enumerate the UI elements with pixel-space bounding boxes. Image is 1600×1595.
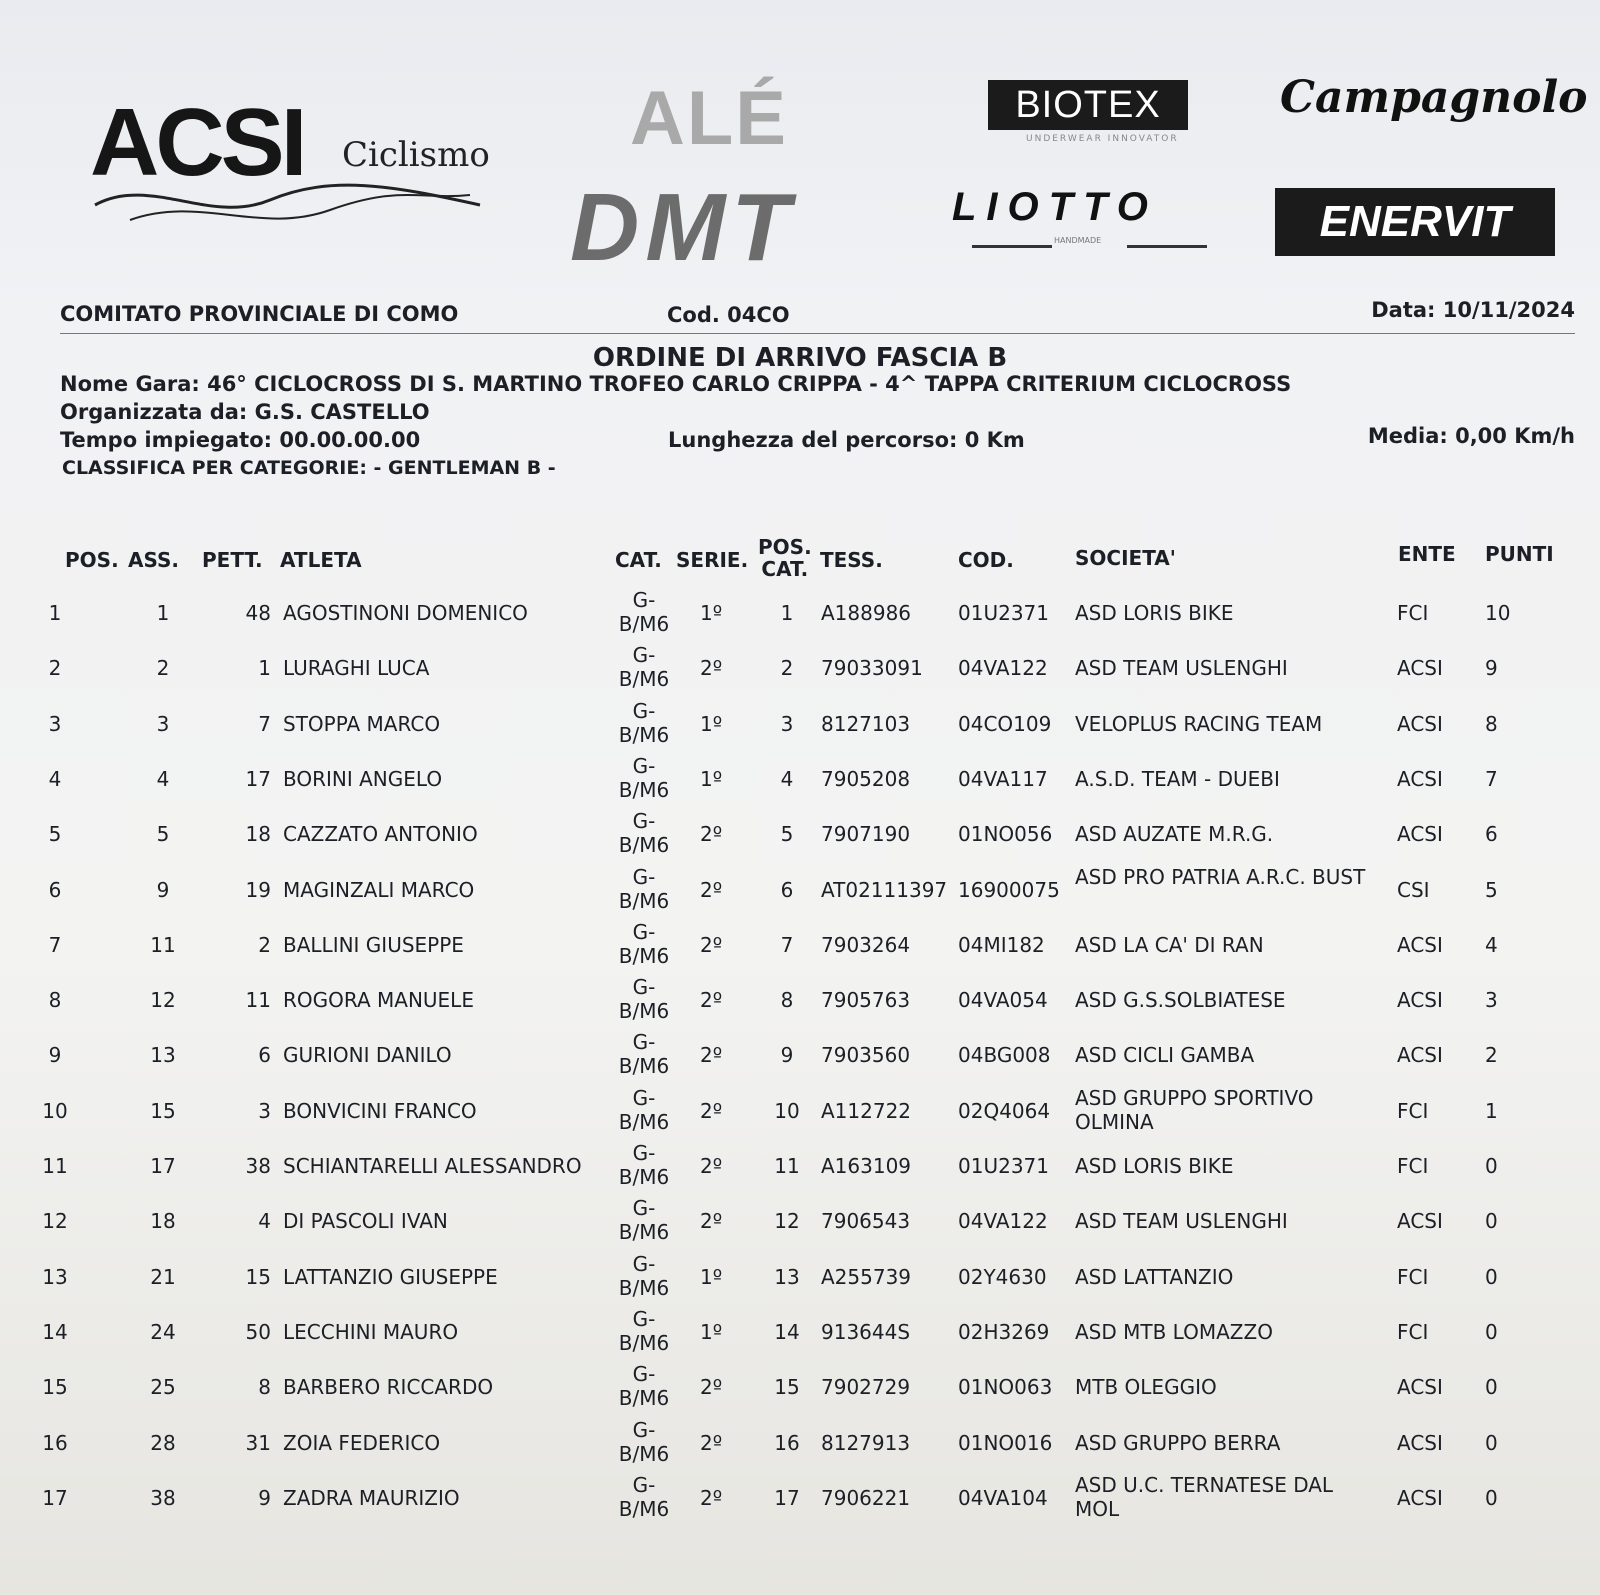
- average-speed: Media: 0,00 Km/h: [1367, 424, 1575, 448]
- cell-cat: [614, 975, 674, 1023]
- cell-pos: 15: [42, 1375, 68, 1399]
- cell-atleta: ZOIA FEDERICO: [283, 1431, 441, 1455]
- cell-cod: 04BG008: [958, 1043, 1051, 1067]
- table-row: [0, 1193, 1600, 1248]
- cell-punti: 1: [1485, 1099, 1498, 1123]
- cell-cod: 02H3269: [958, 1320, 1050, 1344]
- cell-cat-line1: G-: [632, 643, 656, 667]
- cell-cat-line1: G-: [632, 975, 656, 999]
- dmt-logo: DMT: [570, 174, 796, 281]
- acsi-swirl-icon: [90, 165, 500, 235]
- cell-cat-line1: G-: [632, 1473, 656, 1497]
- cell-cat: [614, 1196, 674, 1244]
- cell-atleta: DI PASCOLI IVAN: [283, 1209, 448, 1233]
- cell-punti: 10: [1485, 601, 1511, 625]
- cell-cat-line2: B/M6: [618, 1331, 670, 1355]
- cell-tess: 7907190: [821, 822, 911, 846]
- cell-atleta: LECCHINI MAURO: [283, 1320, 459, 1344]
- cell-atleta: ZADRA MAURIZIO: [283, 1486, 460, 1510]
- cell-ente: FCI: [1397, 1099, 1429, 1123]
- cell-atleta: LATTANZIO GIUSEPPE: [283, 1265, 498, 1289]
- cell-tess: 913644S: [821, 1320, 911, 1344]
- cell-ente: ACSI: [1397, 1375, 1443, 1399]
- cell-atleta: SCHIANTARELLI ALESSANDRO: [283, 1154, 582, 1178]
- cell-pos: 11: [42, 1154, 68, 1178]
- cell-tess: 7905763: [821, 988, 911, 1012]
- cell-pos: 4: [48, 767, 62, 791]
- cell-ente: ACSI: [1397, 988, 1443, 1012]
- cell-pos: 8: [48, 988, 62, 1012]
- cell-tess: A188986: [821, 601, 912, 625]
- cell-punti: 4: [1485, 933, 1498, 957]
- cell-punti: 0: [1485, 1486, 1498, 1510]
- table-row: [0, 1027, 1600, 1082]
- cell-ente: FCI: [1397, 1320, 1429, 1344]
- cell-ass: 9: [156, 878, 170, 902]
- cell-cat-line2: B/M6: [618, 723, 670, 747]
- cell-societa: ASD GRUPPO SPORTIVO OLMINA: [1075, 1086, 1314, 1134]
- cell-poscat: 11: [774, 1154, 800, 1178]
- table-row: [0, 751, 1600, 806]
- course-length: Lunghezza del percorso: 0 Km: [668, 428, 1025, 452]
- cell-ass: 3: [156, 712, 170, 736]
- cell-cod: 04VA122: [958, 1209, 1048, 1233]
- cell-cat-line1: G-: [632, 699, 656, 723]
- cell-pos: 14: [42, 1320, 68, 1344]
- cell-pett: 31: [245, 1431, 271, 1455]
- cell-poscat: 4: [780, 767, 794, 791]
- cell-tess: A112722: [821, 1099, 912, 1123]
- cell-cat-line2: B/M6: [618, 612, 670, 636]
- cell-ass: 5: [156, 822, 170, 846]
- cell-cod: 04MI182: [958, 933, 1045, 957]
- cell-ass: 11: [150, 933, 176, 957]
- col-punti: PUNTI: [1485, 542, 1554, 566]
- cell-pett: 17: [245, 767, 271, 791]
- col-cod: COD.: [958, 548, 1014, 572]
- cell-poscat: 7: [780, 933, 794, 957]
- cell-cat-line2: B/M6: [618, 999, 670, 1023]
- cell-tess: 7905208: [821, 767, 911, 791]
- acsi-logo: [90, 89, 500, 235]
- biotex-logo-subtitle: UNDERWEAR INNOVATOR: [1026, 134, 1179, 144]
- table-row: [0, 1415, 1600, 1470]
- cell-punti: 0: [1485, 1320, 1498, 1344]
- cell-cod: 01NO016: [958, 1431, 1053, 1455]
- cell-serie: 2º: [700, 933, 723, 957]
- liotto-logo-subtitle: HANDMADE: [1054, 236, 1102, 245]
- cell-ass: 25: [150, 1375, 176, 1399]
- cell-poscat: 2: [780, 656, 794, 680]
- cell-pett: 9: [258, 1486, 271, 1510]
- cell-serie: 1º: [700, 767, 723, 791]
- cell-cat-line2: B/M6: [618, 1276, 670, 1300]
- table-row: [0, 806, 1600, 861]
- cell-cat-line2: B/M6: [618, 1497, 670, 1521]
- cell-pett: 50: [245, 1320, 271, 1344]
- cell-cat: [614, 1473, 674, 1521]
- cell-atleta: MAGINZALI MARCO: [283, 878, 475, 902]
- cell-punti: 0: [1485, 1375, 1498, 1399]
- cell-atleta: GURIONI DANILO: [283, 1043, 452, 1067]
- cell-serie: 2º: [700, 1431, 723, 1455]
- cell-cod: 01NO056: [958, 822, 1053, 846]
- cell-cat: [614, 1307, 674, 1355]
- cell-cat-line2: B/M6: [618, 833, 670, 857]
- cell-cod: 04VA117: [958, 767, 1048, 791]
- cell-punti: 3: [1485, 988, 1498, 1012]
- cell-cod: 02Q4064: [958, 1099, 1051, 1123]
- cell-cat-line1: G-: [632, 1196, 656, 1220]
- cell-cat-line1: G-: [632, 809, 656, 833]
- cell-cat: [614, 1030, 674, 1078]
- cell-tess: A255739: [821, 1265, 912, 1289]
- cell-atleta: AGOSTINONI DOMENICO: [283, 601, 528, 625]
- cell-poscat: 15: [774, 1375, 800, 1399]
- cell-societa: A.S.D. TEAM - DUEBI: [1075, 767, 1280, 791]
- cell-poscat: 14: [774, 1320, 800, 1344]
- table-row: [0, 1083, 1600, 1138]
- cell-societa: VELOPLUS RACING TEAM: [1075, 712, 1323, 736]
- cell-ass: 2: [156, 656, 170, 680]
- cell-cat-line1: G-: [632, 1307, 656, 1331]
- cell-cat-line2: B/M6: [618, 1220, 670, 1244]
- cell-cod: 16900075: [958, 878, 1060, 902]
- col-ente: ENTE: [1398, 542, 1456, 566]
- cell-ass: 17: [150, 1154, 176, 1178]
- cell-cat-line2: B/M6: [618, 778, 670, 802]
- committee-code: Cod. 04CO: [667, 303, 790, 327]
- cell-cat-line1: G-: [632, 1030, 656, 1054]
- cell-cat-line1: G-: [632, 865, 656, 889]
- cell-tess: 79033091: [821, 656, 923, 680]
- cell-pett: 48: [245, 601, 271, 625]
- table-row: [0, 972, 1600, 1027]
- cell-poscat: 8: [780, 988, 794, 1012]
- cell-ente: ACSI: [1397, 656, 1443, 680]
- cell-cat: [614, 1362, 674, 1410]
- cell-punti: 8: [1485, 712, 1498, 736]
- cell-serie: 2º: [700, 1099, 723, 1123]
- table-row: [0, 640, 1600, 695]
- cell-poscat: 10: [774, 1099, 800, 1123]
- cell-pos: 17: [42, 1486, 68, 1510]
- cell-pos: 2: [48, 656, 62, 680]
- table-row: [0, 1470, 1600, 1525]
- committee-name: COMITATO PROVINCIALE DI COMO: [60, 302, 459, 326]
- cell-cat: [614, 1086, 674, 1134]
- cell-ass: 15: [150, 1099, 176, 1123]
- cell-tess: 8127913: [821, 1431, 911, 1455]
- col-serie: SERIE.: [676, 548, 749, 572]
- cell-poscat: 16: [774, 1431, 800, 1455]
- cell-punti: 0: [1485, 1431, 1498, 1455]
- cell-societa: ASD PRO PATRIA A.R.C. BUST: [1075, 865, 1366, 889]
- cell-tess: 7902729: [821, 1375, 911, 1399]
- cell-pos: 9: [48, 1043, 62, 1067]
- cell-serie: 1º: [700, 712, 723, 736]
- cell-tess: 7906221: [821, 1486, 911, 1510]
- cell-cat: [614, 920, 674, 968]
- cell-cat-line1: G-: [632, 754, 656, 778]
- cell-cat: [614, 865, 674, 913]
- table-row: [0, 1249, 1600, 1304]
- cell-cat: [614, 1418, 674, 1466]
- cell-punti: 6: [1485, 822, 1498, 846]
- cell-cat: [614, 699, 674, 747]
- cell-atleta: BARBERO RICCARDO: [283, 1375, 494, 1399]
- cell-cat: [614, 754, 674, 802]
- race-time: Tempo impiegato: 00.00.00.00: [60, 428, 421, 452]
- cell-ass: 18: [150, 1209, 176, 1233]
- cell-societa: ASD LORIS BIKE: [1075, 601, 1234, 625]
- cell-tess: 7903264: [821, 933, 911, 957]
- cell-pett: 1: [258, 656, 271, 680]
- cell-tess: A163109: [821, 1154, 912, 1178]
- cell-serie: 2º: [700, 988, 723, 1012]
- cell-punti: 5: [1485, 878, 1498, 902]
- cell-pett: 7: [258, 712, 271, 736]
- cell-cat: [614, 809, 674, 857]
- biotex-logo: BIOTEX: [988, 80, 1188, 130]
- cell-pett: 15: [245, 1265, 271, 1289]
- cell-societa: ASD GRUPPO BERRA: [1075, 1431, 1281, 1455]
- cell-pett: 4: [258, 1209, 271, 1233]
- cell-serie: 2º: [700, 656, 723, 680]
- cell-pos: 12: [42, 1209, 68, 1233]
- col-pett: PETT.: [202, 548, 263, 572]
- col-ass: ASS.: [128, 548, 179, 572]
- col-poscat-line2: CAT.: [761, 557, 809, 581]
- cell-poscat: 12: [774, 1209, 800, 1233]
- col-tess: TESS.: [820, 548, 883, 572]
- cell-poscat: 17: [774, 1486, 800, 1510]
- cell-ass: 28: [150, 1431, 176, 1455]
- liotto-logo: LIOTTO: [952, 185, 1158, 229]
- table-row: [0, 1304, 1600, 1359]
- cell-cod: 04CO109: [958, 712, 1052, 736]
- cell-atleta: BORINI ANGELO: [283, 767, 443, 791]
- ale-logo: ALÉ: [630, 76, 788, 161]
- cell-serie: 2º: [700, 1154, 723, 1178]
- cell-ente: CSI: [1397, 878, 1430, 902]
- cell-poscat: 1: [780, 601, 794, 625]
- cell-cat: [614, 588, 674, 636]
- cell-cod: 01U2371: [958, 1154, 1049, 1178]
- col-poscat-line1: POS.: [758, 535, 812, 559]
- cell-pos: 1: [48, 601, 62, 625]
- cell-cod: 01NO063: [958, 1375, 1053, 1399]
- cell-ente: ACSI: [1397, 1209, 1443, 1233]
- cell-societa: ASD AUZATE M.R.G.: [1075, 822, 1274, 846]
- cell-tess: 8127103: [821, 712, 911, 736]
- cell-pos: 6: [48, 878, 62, 902]
- cell-ass: 24: [150, 1320, 176, 1344]
- cell-societa: ASD MTB LOMAZZO: [1075, 1320, 1273, 1344]
- cell-pos: 5: [48, 822, 62, 846]
- cell-serie: 2º: [700, 878, 723, 902]
- cell-ass: 4: [156, 767, 170, 791]
- cell-cat: [614, 1141, 674, 1189]
- cell-poscat: 9: [780, 1043, 794, 1067]
- cell-cod: 01U2371: [958, 601, 1049, 625]
- cell-atleta: CAZZATO ANTONIO: [283, 822, 478, 846]
- cell-cat: [614, 643, 674, 691]
- table-row: [0, 862, 1600, 917]
- cell-punti: 2: [1485, 1043, 1498, 1067]
- cell-cod: 04VA122: [958, 656, 1048, 680]
- cell-societa: ASD G.S.SOLBIATESE: [1075, 988, 1286, 1012]
- cell-serie: 2º: [700, 1375, 723, 1399]
- cell-societa: ASD U.C. TERNATESE DAL MOL: [1075, 1473, 1334, 1521]
- cell-pett: 2: [258, 933, 271, 957]
- cell-societa: ASD LA CA' DI RAN: [1075, 933, 1264, 957]
- cell-poscat: 3: [780, 712, 794, 736]
- cell-cod: 02Y4630: [958, 1265, 1047, 1289]
- cell-societa: ASD TEAM USLENGHI: [1075, 1209, 1288, 1233]
- col-cat: CAT.: [615, 548, 662, 572]
- page-title: ORDINE DI ARRIVO FASCIA B: [592, 343, 1008, 373]
- cell-pett: 18: [245, 822, 271, 846]
- cell-ente: ACSI: [1397, 1431, 1443, 1455]
- cell-cat-line2: B/M6: [618, 1386, 670, 1410]
- cell-atleta: BALLINI GIUSEPPE: [283, 933, 464, 957]
- cell-serie: 2º: [700, 1043, 723, 1067]
- cell-poscat: 5: [780, 822, 794, 846]
- cell-societa: ASD CICLI GAMBA: [1075, 1043, 1255, 1067]
- cell-cat-line2: B/M6: [618, 1054, 670, 1078]
- cell-societa: ASD LORIS BIKE: [1075, 1154, 1234, 1178]
- cell-pos: 13: [42, 1265, 68, 1289]
- table-row: [0, 1138, 1600, 1193]
- cell-ass: 38: [150, 1486, 176, 1510]
- cell-serie: 2º: [700, 1486, 723, 1510]
- cell-punti: 7: [1485, 767, 1498, 791]
- cell-atleta: LURAGHI LUCA: [283, 656, 430, 680]
- cell-atleta: STOPPA MARCO: [283, 712, 441, 736]
- cell-ente: FCI: [1397, 1265, 1429, 1289]
- cell-pett: 6: [258, 1043, 271, 1067]
- cell-tess: 7906543: [821, 1209, 911, 1233]
- col-societa: SOCIETA': [1075, 546, 1176, 570]
- liotto-divider: [972, 245, 1052, 248]
- cell-societa: ASD TEAM USLENGHI: [1075, 656, 1288, 680]
- table-row: [0, 585, 1600, 640]
- table-row: [0, 696, 1600, 751]
- cell-ente: ACSI: [1397, 822, 1443, 846]
- cell-cat-line1: G-: [632, 920, 656, 944]
- cell-pos: 10: [42, 1099, 68, 1123]
- cell-cat-line1: G-: [632, 1362, 656, 1386]
- col-atleta: ATLETA: [280, 548, 362, 572]
- race-name: Nome Gara: 46° CICLOCROSS DI S. MARTINO TROFEO CARLO CRIPPA - 4^ TAPPA CRITERIUM CICLOCROSS: [60, 372, 1292, 396]
- cell-cat-line2: B/M6: [618, 1442, 670, 1466]
- race-date: Data: 10/11/2024: [1371, 298, 1575, 322]
- cell-societa: ASD LATTANZIO: [1075, 1265, 1234, 1289]
- cell-poscat: 6: [780, 878, 794, 902]
- cell-ente: ACSI: [1397, 933, 1443, 957]
- race-organizer: Organizzata da: G.S. CASTELLO: [60, 400, 430, 424]
- cell-poscat: 13: [774, 1265, 800, 1289]
- cell-punti: 0: [1485, 1154, 1498, 1178]
- cell-ente: ACSI: [1397, 1486, 1443, 1510]
- table-row: [0, 917, 1600, 972]
- classification: CLASSIFICA PER CATEGORIE: - GENTLEMAN B -: [62, 457, 556, 479]
- cell-cat-line2: B/M6: [618, 1110, 670, 1134]
- enervit-logo: ENERVIT: [1275, 188, 1555, 256]
- cell-pos: 16: [42, 1431, 68, 1455]
- cell-ass: 12: [150, 988, 176, 1012]
- cell-cat-line1: G-: [632, 1418, 656, 1442]
- cell-cat-line1: G-: [632, 588, 656, 612]
- liotto-divider: [1127, 245, 1207, 248]
- cell-ente: ACSI: [1397, 712, 1443, 736]
- cell-serie: 1º: [700, 601, 723, 625]
- campagnolo-logo: Campagnolo: [1280, 72, 1588, 123]
- cell-pett: 19: [245, 878, 271, 902]
- cell-cat-line1: G-: [632, 1086, 656, 1110]
- cell-pett: 11: [245, 988, 271, 1012]
- table-row: [0, 1359, 1600, 1414]
- cell-pos: 3: [48, 712, 62, 736]
- cell-societa: MTB OLEGGIO: [1075, 1375, 1217, 1399]
- cell-ente: FCI: [1397, 1154, 1429, 1178]
- cell-pos: 7: [48, 933, 62, 957]
- cell-ente: ACSI: [1397, 767, 1443, 791]
- header-rule: [60, 333, 1575, 334]
- cell-pett: 8: [258, 1375, 271, 1399]
- acsi-logo-text: ACSI: [90, 89, 304, 196]
- cell-cat-line1: G-: [632, 1252, 656, 1276]
- cell-cod: 04VA054: [958, 988, 1048, 1012]
- cell-cat-line2: B/M6: [618, 667, 670, 691]
- cell-ente: ACSI: [1397, 1043, 1443, 1067]
- cell-cat: [614, 1252, 674, 1300]
- cell-pett: 3: [258, 1099, 271, 1123]
- cell-serie: 1º: [700, 1320, 723, 1344]
- cell-cat-line1: G-: [632, 1141, 656, 1165]
- cell-serie: 2º: [700, 1209, 723, 1233]
- cell-serie: 2º: [700, 822, 723, 846]
- cell-punti: 0: [1485, 1209, 1498, 1233]
- cell-atleta: ROGORA MANUELE: [283, 988, 474, 1012]
- cell-cod: 04VA104: [958, 1486, 1048, 1510]
- cell-ass: 21: [150, 1265, 176, 1289]
- acsi-logo-subtitle: Ciclismo: [342, 135, 490, 175]
- cell-ass: 13: [150, 1043, 176, 1067]
- cell-cat-line2: B/M6: [618, 889, 670, 913]
- cell-punti: 0: [1485, 1265, 1498, 1289]
- cell-atleta: BONVICINI FRANCO: [283, 1099, 477, 1123]
- col-pos: POS.: [65, 548, 119, 572]
- cell-punti: 9: [1485, 656, 1498, 680]
- cell-ass: 1: [156, 601, 170, 625]
- cell-tess: AT02111397: [821, 878, 948, 902]
- cell-tess: 7903560: [821, 1043, 911, 1067]
- col-poscat: [758, 536, 812, 580]
- cell-cat-line2: B/M6: [618, 944, 670, 968]
- cell-pett: 38: [245, 1154, 271, 1178]
- cell-cat-line2: B/M6: [618, 1165, 670, 1189]
- cell-serie: 1º: [700, 1265, 723, 1289]
- cell-ente: FCI: [1397, 601, 1429, 625]
